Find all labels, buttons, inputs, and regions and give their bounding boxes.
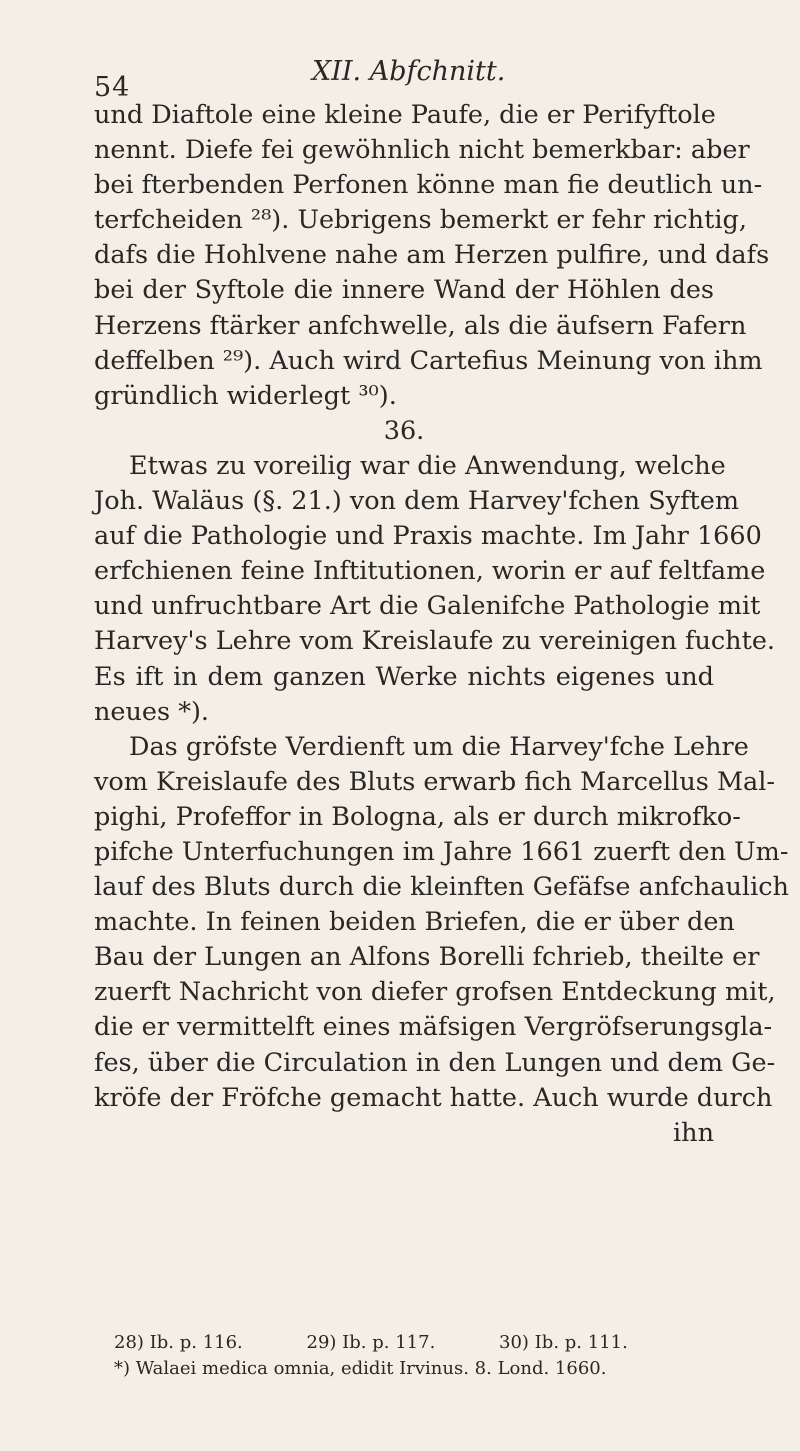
- text-line: nennt. Diefe fei gewöhnlich nicht bemerkbar: aber: [94, 135, 750, 166]
- section-number: 36.: [383, 415, 425, 446]
- text-line: Herzens ftärker anfchwelle, als die äufsern Fafern: [94, 310, 747, 341]
- footnote-star: *) Walaei medica omnia, edidit Irvinus. 8. Lond. 1660.: [114, 1358, 607, 1379]
- text-line: Bau der Lungen an Alfons Borelli fchrieb, theilte er: [94, 942, 760, 973]
- text-line: erfchienen feine Inftitutionen, worin er auf feltfame: [94, 556, 766, 587]
- text-line: und unfruchtbare Art die Galenifche Pathologie mit: [94, 591, 761, 622]
- text-line: Etwas zu voreilig war die Anwendung, welche: [129, 450, 726, 481]
- text-line: dafs die Hohlvene nahe am Herzen pulfire, und dafs: [94, 240, 770, 271]
- text-line: zuerft Nachricht von diefer grofsen Entdeckung mit,: [94, 977, 776, 1008]
- text-line: lauf des Bluts durch die kleinften Gefäfse anfchaulich: [94, 872, 789, 903]
- text-line: Joh. Waläus (§. 21.) von dem Harvey'fchen Syftem: [94, 486, 740, 517]
- page-number: 54: [94, 72, 131, 103]
- footnotes: [114, 1330, 686, 1382]
- text-line: bei fterbenden Perfonen könne man fie deutlich un-: [94, 170, 763, 201]
- text-line: terfcheiden ²⁸). Uebrigens bemerkt er fehr richtig,: [94, 205, 747, 236]
- catchword: ihn: [672, 1117, 714, 1148]
- text-line: Harvey's Lehre vom Kreislaufe zu vereinigen fuchte.: [94, 626, 776, 657]
- text-line: gründlich widerlegt ³⁰).: [94, 380, 397, 411]
- body-text: [94, 98, 789, 1151]
- text-line: vom Kreislaufe des Bluts erwarb fich Marcellus Mal-: [94, 766, 776, 797]
- footnote-28: 28) Ib. p. 116.: [114, 1332, 243, 1353]
- text-line: fes, über die Circulation in den Lungen und dem Ge-: [94, 1047, 776, 1078]
- running-head: XII. Abfchnitt.: [312, 56, 506, 87]
- footnote-row: [114, 1330, 686, 1356]
- footnote-30: 30) Ib. p. 111.: [499, 1332, 628, 1353]
- text-line: neues *).: [94, 696, 210, 727]
- footnote-29: 29) Ib. p. 117.: [306, 1332, 436, 1353]
- text-line: machte. In feinen beiden Briefen, die er über den: [94, 907, 735, 938]
- text-line: bei der Syftole die innere Wand der Höhlen des: [94, 275, 714, 306]
- text-line: pighi, Profeffor in Bologna, als er durch mikrofko-: [94, 801, 741, 832]
- text-line: pifche Unterfuchungen im Jahre 1661 zuerft den Um-: [94, 836, 789, 867]
- text-line: auf die Pathologie und Praxis machte. Im Jahr 1660: [94, 521, 762, 552]
- text-line: und Diaftole eine kleine Paufe, die er Perifyftole: [94, 100, 716, 130]
- text-line: Das gröfste Verdienft um die Harvey'fche Lehre: [129, 731, 749, 762]
- page-header: [0, 50, 800, 103]
- text-line: kröfe der Fröfche gemacht hatte. Auch wurde durch: [94, 1082, 773, 1113]
- text-line: die er vermittelft eines mäfsigen Vergröfserungsgla-: [94, 1012, 773, 1043]
- text-line: deffelben ²⁹). Auch wird Cartefius Meinung von ihm: [94, 345, 763, 376]
- text-line: Es ift in dem ganzen Werke nichts eigenes und: [94, 661, 714, 692]
